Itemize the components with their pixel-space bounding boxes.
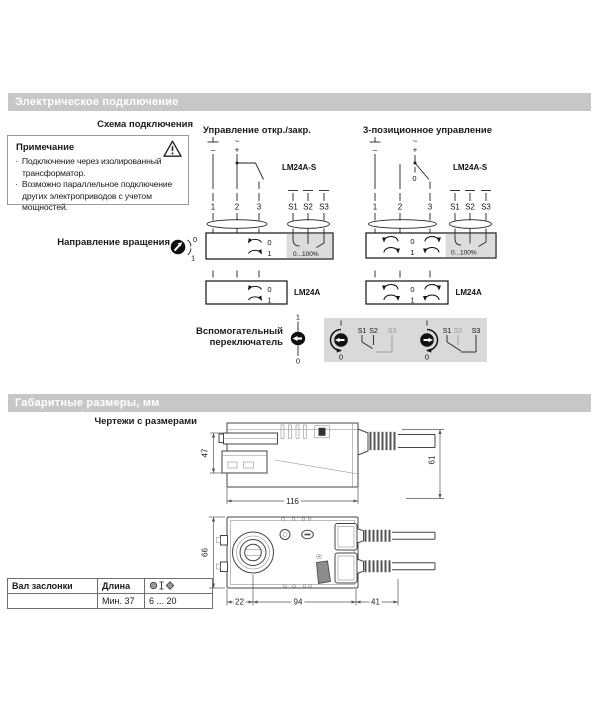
dim-value: 61 bbox=[427, 455, 437, 465]
contact-label: S1 bbox=[442, 328, 452, 335]
table-cell: 6 ... 20 bbox=[145, 594, 213, 609]
terminal-label: S1 bbox=[450, 202, 460, 212]
terminal-label: S2 bbox=[303, 202, 313, 212]
position-label: 1 bbox=[191, 253, 196, 263]
aux-switch-label-line1: Вспомогательный bbox=[195, 326, 283, 337]
dimension-116 bbox=[227, 488, 358, 506]
warning-triangle-icon bbox=[163, 140, 182, 158]
dim-value: 66 bbox=[200, 548, 210, 557]
terminal-label: 3 bbox=[256, 202, 262, 212]
terminal-label: 1 bbox=[210, 202, 216, 212]
contact-label: S3 bbox=[471, 328, 481, 335]
aux-switch-label-line2: переключатель bbox=[209, 336, 283, 348]
shaft-round-square-icon bbox=[149, 581, 176, 590]
range-label: 0...100% bbox=[451, 249, 477, 257]
dimension-61 bbox=[402, 430, 444, 499]
table-header-row bbox=[8, 579, 213, 594]
model-label: LM24A-S bbox=[282, 163, 317, 172]
polarity-minus: – bbox=[210, 145, 216, 155]
position-label: 1 bbox=[267, 249, 272, 258]
dimension-drawing-front-view bbox=[195, 505, 455, 610]
mid-position-label: 0 bbox=[412, 174, 417, 183]
polarity-plus: + bbox=[412, 145, 418, 155]
cable-ellipse bbox=[369, 220, 437, 229]
position-label: 0 bbox=[410, 285, 415, 294]
note-item: · Возможно параллельное подключение других электроприводов с учетом мощностей. bbox=[15, 179, 185, 214]
range-label: 0...100% bbox=[293, 251, 319, 258]
position-label: 0 bbox=[267, 238, 272, 247]
position-label: 1 bbox=[410, 295, 415, 305]
position-label: 0 bbox=[267, 285, 272, 294]
terminal-label: 1 bbox=[372, 202, 378, 212]
dim-value: 94 bbox=[293, 597, 303, 607]
section-header-electrical: Электрическое подключение bbox=[8, 93, 591, 111]
actuator-box-basic bbox=[206, 281, 287, 304]
polarity-minus: – bbox=[372, 145, 378, 155]
position-label: 0 bbox=[338, 352, 344, 362]
cable-ellipse bbox=[450, 220, 492, 229]
section-header-dimensions: Габаритные размеры, мм bbox=[8, 394, 591, 412]
note-list bbox=[8, 156, 188, 214]
note-title: Примечание bbox=[16, 142, 75, 153]
cable-ribs bbox=[366, 530, 390, 573]
terminal-label: 2 bbox=[234, 202, 240, 212]
contact-label: S2 bbox=[453, 328, 463, 335]
terminal-label: S2 bbox=[465, 202, 475, 212]
model-label: LM24A-S bbox=[453, 163, 488, 172]
table-cell bbox=[8, 594, 98, 609]
contact-label: S2 bbox=[369, 328, 378, 335]
table-cell: Мин. 37 bbox=[98, 594, 145, 609]
aux-switch-label bbox=[120, 327, 283, 348]
cable-ellipse bbox=[288, 220, 330, 229]
contact-label: S1 bbox=[357, 328, 367, 335]
ground-icon bbox=[370, 137, 381, 142]
ground-icon bbox=[208, 137, 219, 142]
aux-knob-ccw-icon bbox=[331, 321, 348, 362]
dim-value: 22 bbox=[235, 597, 244, 607]
position-label: 0 bbox=[193, 235, 198, 244]
terminal-label: S1 bbox=[288, 202, 298, 212]
table-header-shape bbox=[145, 579, 213, 594]
dim-value: 41 bbox=[371, 597, 380, 607]
position-label: 0 bbox=[295, 356, 301, 365]
position-label: 1 bbox=[295, 312, 301, 322]
table-header-length: Длина bbox=[98, 579, 145, 594]
terminal-ticks bbox=[213, 271, 259, 278]
aux-knob-cw-icon bbox=[420, 321, 437, 362]
diagram2-title: 3-позиционное управление bbox=[363, 125, 492, 136]
aux-knob-icon bbox=[288, 311, 308, 365]
dim-value: 47 bbox=[200, 448, 210, 458]
terminal-label: 2 bbox=[397, 202, 403, 212]
diagram1-title: Управление откр./закр. bbox=[203, 125, 311, 136]
terminal-ticks bbox=[375, 271, 430, 278]
actuator-box-basic bbox=[366, 281, 448, 304]
scheme-connection-label: Схема подключения bbox=[97, 119, 193, 130]
terminal-label: S3 bbox=[481, 202, 491, 212]
terminal-label: S3 bbox=[319, 202, 329, 212]
model-label: LM24A bbox=[455, 288, 482, 297]
position-label: 1 bbox=[410, 248, 415, 257]
rotation-knob-icon bbox=[168, 231, 202, 263]
ac-symbol: ~ bbox=[412, 137, 418, 146]
wiring-diagram-3position bbox=[363, 133, 503, 309]
dim-value: 116 bbox=[286, 496, 299, 506]
table-row bbox=[8, 594, 213, 609]
aux-contact-s1-s3 bbox=[443, 328, 481, 352]
model-label: LM24A bbox=[294, 288, 321, 297]
aux-switch-states-panel bbox=[324, 318, 487, 362]
position-label: 0 bbox=[424, 352, 430, 362]
shaft-table bbox=[7, 578, 213, 609]
polarity-plus: + bbox=[234, 145, 240, 155]
note-box bbox=[7, 135, 189, 212]
position-label: 0 bbox=[410, 237, 415, 246]
position-label: 1 bbox=[267, 295, 272, 305]
rotation-direction-label: Направление вращения bbox=[57, 237, 170, 248]
actuator-front-view bbox=[217, 517, 436, 588]
wiring-diagram-open-close bbox=[203, 133, 343, 309]
drawings-label: Чертежи с размерами bbox=[94, 416, 197, 427]
terminal-label: 3 bbox=[427, 202, 433, 212]
aux-contact-s1-s2 bbox=[358, 328, 397, 352]
cable-ellipse bbox=[207, 220, 267, 229]
cable-ribs bbox=[371, 432, 395, 450]
table-header-shaft: Вал заслонки bbox=[8, 579, 98, 594]
aux-states-drawing bbox=[324, 318, 487, 362]
actuator-top-view bbox=[219, 423, 435, 487]
note-item: · Подключение через изолированный трансформатор. bbox=[15, 156, 185, 179]
ac-symbol: ~ bbox=[234, 137, 240, 146]
dimension-drawing-top-view bbox=[195, 420, 455, 506]
contact-label: S3 bbox=[387, 328, 397, 335]
